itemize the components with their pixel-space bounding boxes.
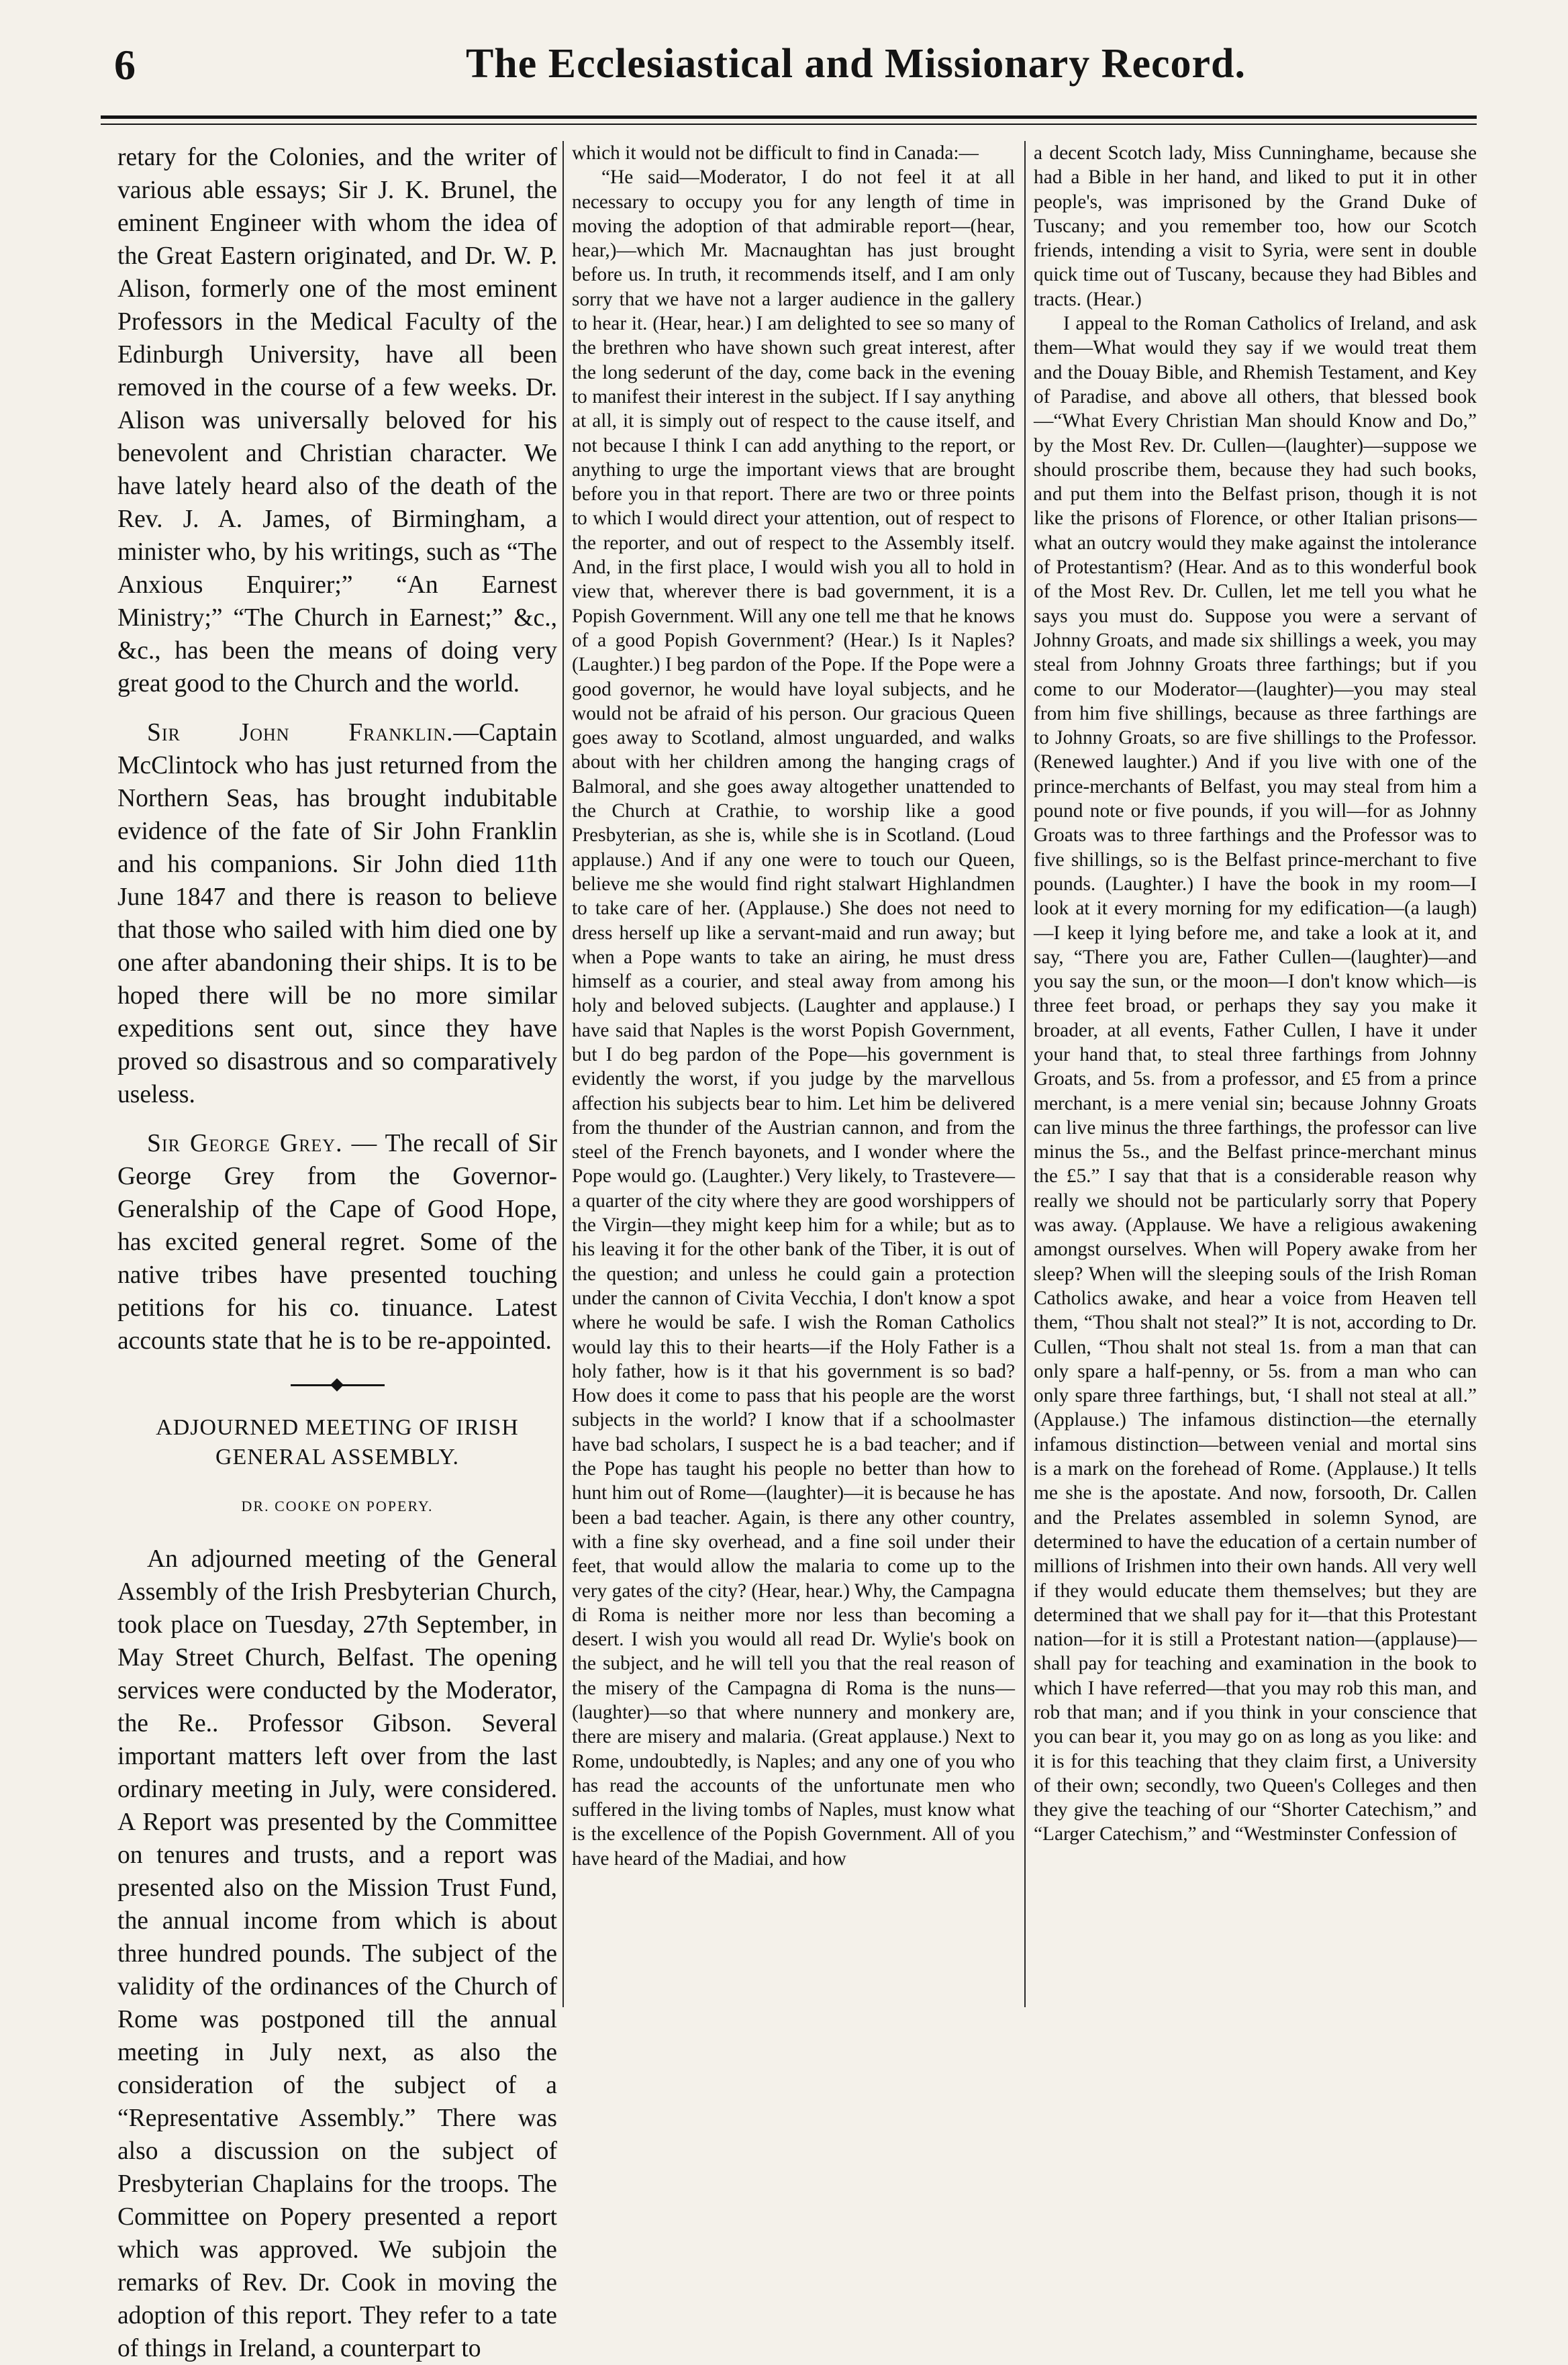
franklin-text: —Captain McClintock who has just returned from the Northern Seas, has brought indubitable evidence of the fate of Sir John Franklin and his companions. Sir John died 11th June 1847 and there is reason to believe that those who sailed with him died one by one after abandoning their ships. It is to be hoped there will be no more similar expeditions sent out, since they have proved so disastrous and so comparatively useless. bbox=[117, 719, 557, 1108]
paragraph-franklin bbox=[117, 716, 557, 1111]
page-header bbox=[101, 40, 1477, 107]
header-rule-thick bbox=[101, 115, 1477, 119]
column-middle bbox=[572, 141, 1015, 2007]
paragraph-speech-1: “He said—Moderator, I do not feel it at all necessary to occupy you for any length of time in moving the adoption of that admirable report—(hear, hear,)—which Mr. Macnaughtan has just brought before us. In truth, it recommends itself, and I am only sorry that we have not a larger audience in the gallery to hear it. (Hear, hear.) I am delighted to see so many of the brethren who have shown such great interest, after the long sederunt of the day, come back in the evening to manifest their interest in the subject. If I say anything at all, it is simply out of respect to the cause itself, and not because I think I can add anything to the report, or anything to urge the important views that are brought before you in that report. There are two or three points to which I would direct your attention, out of respect to the reporter, and out of respect to the Assembly itself. And, in the first place, I would wish you all to hold in view that, wherever there is bad government, it is a Popish Government. Will any one tell me that he knows of a good Popish Government? (Hear.) Is it Naples? (Laughter.) I beg pardon of the Pope. If the Pope were a good governor, he would have loyal subjects, and he would not be afraid of his person. Our gracious Queen goes away to Scotland, almost unguarded, and walks about with her children among the hanging crags of Balmoral, and she goes away altogether unattended to the Church at Crathie, to worship like a good Presbyterian, as she is, while she is in Scotland. (Loud applause.) And if any one were to touch our Queen, believe me she would find right stalwart Highlandmen to take care of her. (Applause.) She does not need to dress herself up like a servant-maid and run away; but when a Pope wants to take an airing, he must dress himself as a courier, and steal away from among his holy and beloved subjects. (Laughter and applause.) I have said that Naples is the worst Popish Government, but I do beg pardon of the Pope—his government is evidently the worst, if you judge by the marvellous affection his subjects bear to him. Let him be delivered from the thunder of the Austrian cannon, and from the steel of the French bayonets, and I wonder where the Pope would go. (Laughter.) Very likely, to Trastevere—a quarter of the city where they are good worshippers of the Virgin—they might keep him for a while; but as to his leaving it for the other bank of the Tiber, it is out of the question; and unless he could gain a protection under the cannon of Civita Vecchia, I don't know a spot where he would be safe. I wish the Roman Catholics would lay this to their hearts—if the Holy Father is a holy father, how is it that his government is so bad? How does it come to pass that his people are the worst subjects in the world? I know that if a schoolmaster have bad scholars, I suspect he is a bad teacher; and if the Pope has taught his people no better than how to hunt him out of Rome—(laughter)—it is because he has been a bad teacher. Again, is there any other country, with a fine sky overhead, and a fine soil under their feet, that would allow the malaria to come up to the very gates of the city? (Hear, hear.) Why, the Campagna di Roma is neither more nor less than becoming a desert. I wish you would all read Dr. Wylie's book on the subject, and he will tell you that the real reason of the misery of the Campagna di Roma is the nuns—(laughter)—so that where nunnery and monkery are, there are misery and malaria. (Great applause.) Next to Rome, undoubtedly, is Naples; and any one of you who has read the accounts of the unfortunate men who suffered in the living tombs of Naples, must know what is the excellence of the Popish Government. All of you have heard of the Madiai, and how bbox=[572, 166, 1015, 1870]
running-title: The Ecclesiastical and Missionary Record. bbox=[465, 41, 1246, 87]
article-subhead: DR. COOKE ON POPERY. bbox=[241, 1498, 434, 1514]
column-rule-2 bbox=[1024, 141, 1026, 2007]
article-headline: ADJOURNED MEETING OF IRISH GENERAL ASSEMBLY. bbox=[156, 1415, 519, 1469]
grey-lead: Sir George Grey. bbox=[147, 1130, 343, 1157]
grey-text: — The recall of Sir George Grey from the Governor-Generalship of the Cape of Good Hope, has excited general regret. Some of the native tribes have presented touching petitions for his co. tinuance. Latest accounts state that he is to be re-appointed. bbox=[117, 1130, 557, 1355]
column-right bbox=[1034, 141, 1477, 2007]
paragraph-meeting: An adjourned meeting of the General Assembly of the Irish Presbyterian Church, took place on Tuesday, 27th September, in May Street Church, Belfast. The opening services were conducted by the Moderator, the Re.. Professor Gibson. Several important matters left over from the last ordinary meeting in July, were considered. A Report was presented by the Committee on tenures and trusts, and a report was presented also on the Mission Trust Fund, the annual income from which is about three hundred pounds. The subject of the validity of the ordinances of the Church of Rome was postponed till the annual meeting in July next, as also the consideration of the subject of a “Representative Assembly.” There was also a discussion on the subject of Presbyterian Chaplains for the troops. The Committee on Popery presented a report which was approved. We subjoin the remarks of Rev. Dr. Cook in moving the adoption of this report. They refer to a tate of things in Ireland, a counterpart to bbox=[117, 1545, 557, 2362]
paragraph-canada: which it would not be difficult to find in Canada:— bbox=[572, 142, 979, 164]
column-left bbox=[117, 141, 557, 2362]
paragraph-obituaries: retary for the Colonies, and the writer of various able essays; Sir J. K. Brunel, the eminent Engineer with whom the idea of the Great Eastern originated, and Dr. W. P. Alison, formerly one of the most eminent Professors in the Medical Faculty of the Edinburgh University, have all been removed in the course of a few weeks. Dr. Alison was universally beloved for his benevolent and Christian character. We have lately heard also of the death of the Rev. J. A. James, of Birmingham, a minister who, by his writings, such as “The Anxious Enquirer;” “An Earnest Ministry;” “The Church in Earnest;” &c., &c., has been the means of doing very great good to the Church and the world. bbox=[117, 144, 557, 697]
paragraph-speech-3: I appeal to the Roman Catholics of Ireland, and ask them—What would they say if we would treat them and the Douay Bible, and Rhemish Testament, and Key of Paradise, and above all others, that blessed book—“What Every Christian Man should Know and Do,” by the Most Rev. Dr. Cullen—(laughter)—suppose we should proscribe them, because they had such books, and put them into the Belfast prison, though it is not like the prisons of Florence, or other Italian prisons—what an outcry would they make against the intolerance of Protestantism? (Hear. And as to this wonderful book of the Most Rev. Dr. Cullen, let me tell you what he says you must do. Suppose you were a servant of Johnny Groats, and made six shillings a week, you may steal from Johnny Groats three farthings; but if you come to our Moderator—(laughter)—you may steal from him five shillings, because as three farthings are to Johnny Groats, so are five shillings to the Professor. (Renewed laughter.) And if you live with one of the prince-merchants of Belfast, you may steal from him a pound note or five pounds, if you will—for as Johnny Groats was to three farthings and the Professor was to five shillings, so is the Belfast prince-merchant to five pounds. (Laughter.) I have the book in my room—I look at it every morning for my edification—(a laugh)—I keep it lying before me, and take a look at it, and say, “There you are, Father Cullen—(laughter)—and you say the sun, or the moon—I don't know which—is three feet broad, or perhaps they say you make it broader, at all events, Father Cullen, I have it under your hand that, to steal three farthings from Johnny Groats, and 5s. from a professor, and £5 from a prince merchant, is a mere venial sin; because Johnny Groats can live minus the three farthings, the professor can live minus the 5s., and the Belfast prince-merchant minus the £5.” I say that that is a considerable reason why really we should not be particularly sorry that Popery was away. (Applause. We have a religious awakening amongst ourselves. When will Popery awake from her sleep? When will the sleeping souls of the Irish Roman Catholics awake, and hear a voice from Heaven tell them, “Thou shalt not steal?” It is not, according to Dr. Cullen, “Thou shalt not steal 1s. from a man that can only spare a half-penny, or 5s. from a man who can only spare three farthings, but, ‘I shall not steal at all.” (Applause.) The infamous distinction—the eternally infamous distinction—between venial and mortal sins is a mark on the forehead of Rome. (Applause.) It tells me she is the apostate. And now, forsooth, Dr. Callen and the Prelates assembled in solemn Synod, are determined to have the education of a certain number of millions of Irishmen into their own hands. All very well if they would educate them themselves; but they are determined that we shall pay for it—that this Protestant nation—for it is still a Protestant nation—(applause)—shall pay for teaching and examination in the book to which I have referred—that you may rob this man, and rob that man; and if you think in your conscience that you can bear it, you may go on as long as you like: and it is for this teaching that they claim first, a University of their own; secondly, two Queen's Colleges and then they give the teaching of our “Shorter Catechism,” and “Larger Catechism,” and “Westminster Confession of bbox=[1034, 313, 1477, 1845]
section-divider bbox=[291, 1384, 385, 1386]
paragraph-grey bbox=[117, 1127, 557, 1357]
paragraph-speech-2: a decent Scotch lady, Miss Cunninghame, because she had a Bible in her hand, and liked to put it in other people's, was imprisoned by the Grand Duke of Tuscany; and you remember too, how our Scotch friends, intending a visit to Syria, were sent in double quick time out of Tuscany, because they had Bibles and tracts. (Hear.) bbox=[1034, 142, 1477, 310]
franklin-lead: Sir John Franklin. bbox=[147, 719, 454, 746]
header-rule-thin bbox=[101, 124, 1477, 125]
page-number: 6 bbox=[114, 41, 136, 89]
column-rule-1 bbox=[562, 141, 564, 2007]
